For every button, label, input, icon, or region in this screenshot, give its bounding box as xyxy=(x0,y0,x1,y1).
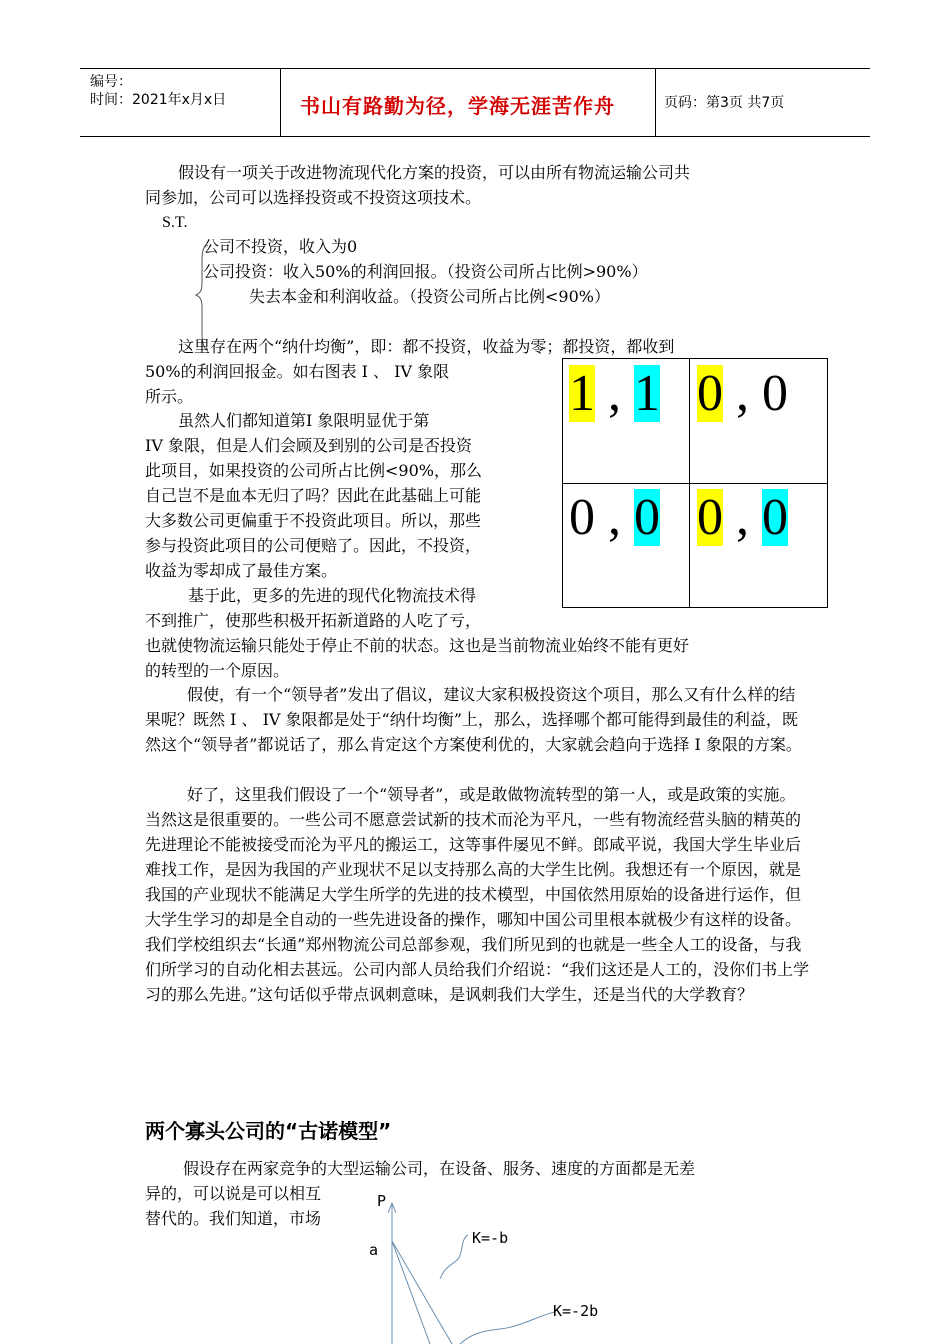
condition-no-invest: 公司不投资，收入为0 xyxy=(203,237,358,256)
matrix-horizontal-divider xyxy=(563,483,827,484)
graph-k-b-label: K=-b xyxy=(472,1229,509,1247)
paragraph-3-line-5: 大多数公司更偏重于不投资此项目。所以，那些 xyxy=(145,511,482,530)
header-number: 编号： xyxy=(90,74,132,90)
paragraph-4-line-1: 基于此，更多的先进的现代化物流技术得 xyxy=(188,586,477,605)
quadrant-3-value-b: 0 xyxy=(634,489,660,546)
condition-invest-loss: 失去本金和利润收益。（投资公司所占比例<90%） xyxy=(249,287,610,306)
graph-k-2b-label: K=-2b xyxy=(553,1302,599,1320)
graph-a-label: a xyxy=(369,1241,379,1259)
quadrant-3-value-a: 0 xyxy=(569,489,595,546)
header-divider-right xyxy=(655,68,656,136)
payoff-matrix xyxy=(562,358,828,608)
paragraph-1-line-2: 同参加，公司可以选择投资或不投资这项技术。 xyxy=(145,188,482,207)
header-bottom-rule xyxy=(80,136,870,137)
paragraph-6: 好了，这里我们假设了一个“领导者”，或是敢做物流转型的第一人，或是政策的实施。当然这是很重要的。一些公司不愿意尝试新的技术而沦为平凡，一些有物流经营头脑的精英的先进理论不能被接受而沦为平凡的搬运工，这等事件屡见不鲜。郎咸平说，我国大学生毕业后难找工作，是因为我国的产业现状不足以支持那么高的大学生比例。我想还有一个原因，就是我国的产业现状不能满足大学生所学的先进的技术模型，中国依然用原始的设备进行运作，但大学生学习的却是全自动的一些先进设备的操作，哪知中国公司里根本就极少有这样的设备。我们学校组织去“长通”郑州物流公司总部参观，我们所见到的也就是一些全人工的设备，与我们所学习的自动化相去甚远。公司内部人员给我们介绍说：“我们这还是人工的，没你们书上学习的那么先进。”这句话似乎带点讽刺意味，是讽刺我们大学生，还是当代的大学教育？ xyxy=(145,785,810,1004)
quadrant-1-value-b: 1 xyxy=(634,365,660,422)
quadrant-1-separator: , xyxy=(608,365,621,422)
graph-p-axis-label: P xyxy=(377,1192,387,1210)
paragraph-7-line-2: 异的，可以说是可以相互 xyxy=(145,1184,322,1203)
quadrant-4-value-b: 0 xyxy=(762,489,788,546)
paragraph-3-line-3: 此项目，如果投资的公司所占比例<90%，那么 xyxy=(145,461,482,480)
quadrant-2-separator: , xyxy=(736,365,749,422)
paragraph-7-line-3: 替代的。我们知道，市场 xyxy=(145,1209,322,1228)
quadrant-3-payoff xyxy=(569,487,660,549)
st-label: S.T. xyxy=(162,214,188,231)
quadrant-2-payoff xyxy=(697,363,788,425)
paragraph-7-line-1: 假设存在两家竞争的大型运输公司，在设备、服务、速度的方面都是无差 xyxy=(183,1159,696,1178)
quadrant-4-separator: , xyxy=(736,489,749,546)
paragraph-3-line-7: 收益为零却成了最佳方案。 xyxy=(145,561,338,580)
quadrant-4-value-a: 0 xyxy=(697,489,723,546)
paragraph-1-line-1: 假设有一项关于改进物流现代化方案的投资，可以由所有物流运输公司共 xyxy=(178,163,691,182)
paragraph-2-line-3: 所示。 xyxy=(145,387,194,406)
quadrant-2-value-b: 0 xyxy=(762,365,788,422)
paragraph-4-line-3: 也就使物流运输只能处于停止不前的状态。这也是当前物流业始终不能有更好 xyxy=(145,636,690,655)
graph-demand-line-k-2b xyxy=(392,1241,430,1344)
graph-demand-line-k-b xyxy=(392,1241,452,1344)
header-top-rule xyxy=(80,68,870,69)
header-motto: 书山有路勤为径，学海无涯苦作舟 xyxy=(300,94,615,118)
quadrant-1-payoff xyxy=(569,363,660,425)
paragraph-4-line-2: 不到推广，使那些积极开拓新道路的人吃了亏， xyxy=(145,611,482,630)
condition-invest-gain: 公司投资：收入50%的利润回报。（投资公司所占比例>90%） xyxy=(203,262,648,281)
quadrant-3-separator: , xyxy=(608,489,621,546)
paragraph-3-line-1: 虽然人们都知道第I 象限明显优于第 xyxy=(178,411,430,430)
quadrant-1-value-a: 1 xyxy=(569,365,595,422)
paragraph-2-line-1: 这里存在两个“纳什均衡”，即：都不投资，收益为零；都投资，都收到 xyxy=(178,337,675,356)
quadrant-2-value-a: 0 xyxy=(697,365,723,422)
paragraph-3-line-4: 自己岂不是血本无归了吗？因此在此基础上可能 xyxy=(145,486,482,505)
paragraph-2-line-2: 50%的利润回报金。如右图表 I 、 IV 象限 xyxy=(145,362,450,381)
paragraph-4-line-4: 的转型的一个原因。 xyxy=(145,661,290,680)
paragraph-3-line-6: 参与投资此项目的公司便赔了。因此，不投资， xyxy=(145,536,482,555)
section-heading: 两个寡头公司的“古诺模型” xyxy=(145,1119,392,1143)
paragraph-3-line-2: IV 象限，但是人们会顾及到别的公司是否投资 xyxy=(145,436,472,455)
header-divider-left xyxy=(280,68,281,136)
quadrant-4-payoff xyxy=(697,487,788,549)
paragraph-5: 假使，有一个“领导者”发出了倡议，建议大家积极投资这个项目，那么又有什么样的结果呢？既然 I 、 IV 象限都是处于“纳什均衡”上，那么，选择哪个都可能得到最佳的利益，既然这个“领导者”都说话了，那么肯定这个方案使利优的，大家就会趋向于选择 I 象限的方案。 xyxy=(145,685,802,754)
header-date: 时间：2021年x月x日 xyxy=(90,92,227,108)
demand-graph xyxy=(360,1195,640,1344)
header-page-number: 页码：第3页 共7页 xyxy=(664,95,785,111)
graph-leader-k-b xyxy=(440,1235,468,1279)
graph-leader-k-2b xyxy=(460,1312,555,1344)
